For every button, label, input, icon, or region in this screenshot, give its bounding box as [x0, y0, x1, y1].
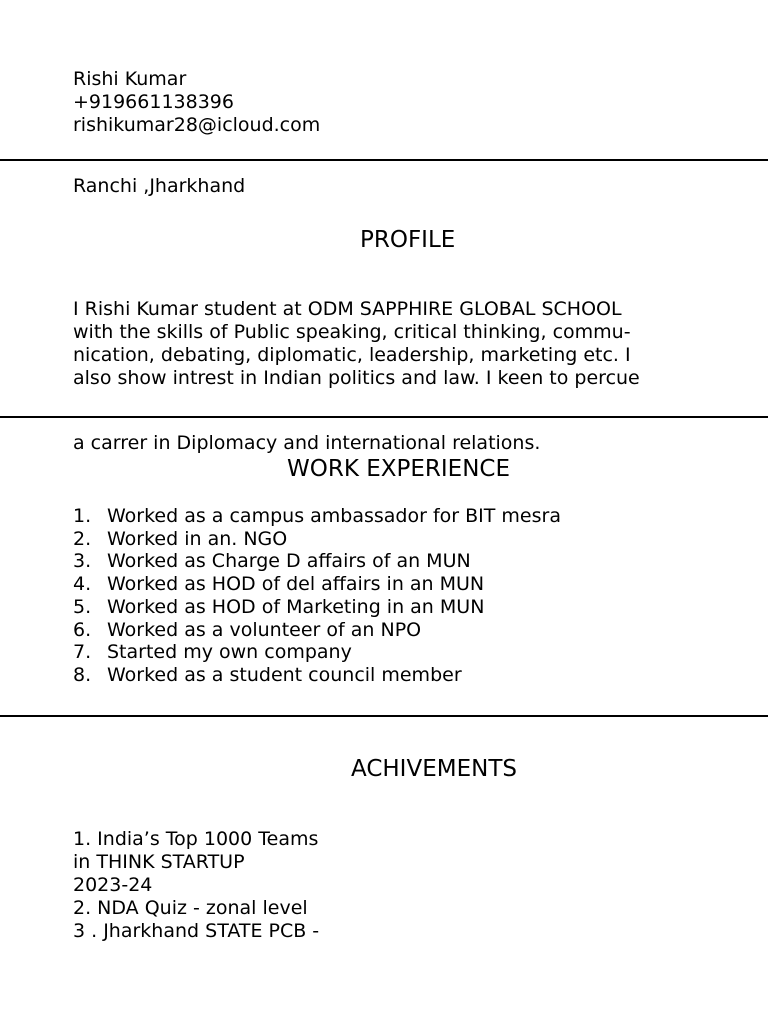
list-item — [73, 619, 561, 642]
list-item — [73, 550, 561, 573]
list-item-text: Worked as a student council member — [107, 663, 462, 686]
contact-block — [73, 68, 320, 137]
work-experience-heading: WORK EXPERIENCE — [287, 456, 511, 482]
achievements-list — [73, 828, 319, 943]
list-item-text: Worked as a campus ambassador for BIT mesra — [107, 505, 561, 527]
profile-heading: PROFILE — [360, 227, 456, 253]
list-item — [73, 505, 561, 528]
list-item-number: 2. — [73, 527, 92, 550]
profile-line: also show intrest in Indian politics and law. I keen to percue — [73, 367, 640, 389]
list-item-number: 8. — [73, 663, 92, 686]
list-item-number: 4. — [73, 573, 92, 596]
list-item-text: Started my own company — [107, 641, 352, 664]
list-item — [73, 664, 561, 687]
list-item-number: 7. — [73, 641, 92, 664]
list-item-text: Worked in an. NGO — [107, 527, 288, 550]
list-item-number: 6. — [73, 618, 92, 641]
achievement-line: 2. NDA Quiz - zonal level — [73, 897, 308, 919]
list-item-text: Worked as a volunteer of an NPO — [107, 618, 422, 641]
achievements-heading: ACHIVEMENTS — [351, 756, 517, 782]
profile-text — [73, 298, 640, 390]
achievement-line: 1. India’s Top 1000 Teams — [73, 828, 319, 850]
list-item — [73, 596, 561, 619]
contact-phone: +919661138396 — [73, 91, 234, 113]
list-item-number: 1. — [73, 505, 92, 527]
divider-2 — [0, 416, 768, 418]
list-item-number: 5. — [73, 595, 92, 618]
profile-line: nication, debating, diplomatic, leadership, marketing etc. I — [73, 344, 631, 366]
divider-3 — [0, 715, 768, 717]
profile-continuation: a carrer in Diplomacy and international relations. — [73, 432, 541, 454]
profile-line: I Rishi Kumar student at ODM SAPPHIRE GLOBAL SCHOOL — [73, 298, 622, 320]
list-item — [73, 528, 561, 551]
list-item — [73, 573, 561, 596]
list-item — [73, 641, 561, 664]
contact-email: rishikumar28@icloud.com — [73, 114, 321, 136]
list-item-text: Worked as HOD of del affairs in an MUN — [107, 573, 485, 596]
list-item-text: Worked as Charge D affairs of an MUN — [107, 550, 471, 573]
work-experience-list — [73, 505, 561, 687]
divider-1 — [0, 159, 768, 161]
list-item-text: Worked as HOD of Marketing in an MUN — [107, 595, 485, 618]
contact-name: Rishi Kumar — [73, 68, 187, 90]
contact-location: Ranchi ,Jharkhand — [73, 175, 246, 197]
achievement-line: 2023-24 — [73, 874, 153, 896]
profile-line: with the skills of Public speaking, critical thinking, commu- — [73, 321, 631, 343]
achievement-line: 3 . Jharkhand STATE PCB - — [73, 920, 320, 942]
list-item-number: 3. — [73, 550, 92, 573]
achievement-line: in THINK STARTUP — [73, 851, 245, 873]
